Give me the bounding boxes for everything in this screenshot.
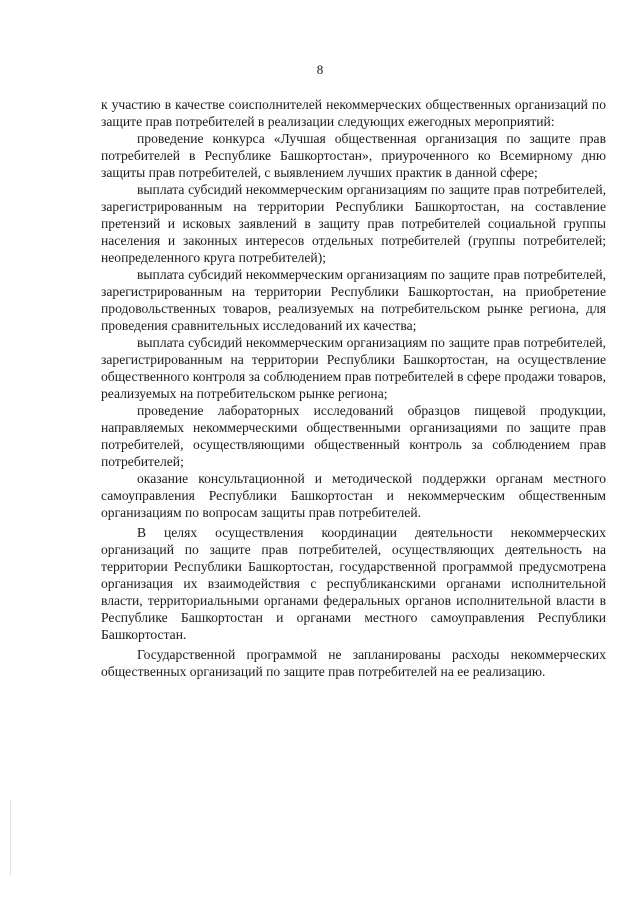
paragraph-expenses: Государственной программой не запланированы расходы некоммерческих общественных организаций по защите прав потребителей на ее реализацию. <box>101 647 606 679</box>
paragraph-intro: к участию в качестве соисполнителей некоммерческих общественных организаций по защите прав потребителей в реализации следующих ежегодных мероприятий: <box>101 97 606 129</box>
paragraph-subsidy-goods: выплата субсидий некоммерческим организациям по защите прав потребителей, зарегистрированным на территории Республики Башкортостан, на приобретение продовольственных товаров, реализуемых на потребительском рынке региона, для проведения сравнительных исследований их качества; <box>101 267 606 333</box>
scan-margin-mark <box>10 800 13 875</box>
paragraph-consulting: оказание консультационной и методической поддержки органам местного самоуправления Республики Башкортостан и некоммерческим общественным организациям по вопросам защиты прав потребителей. <box>101 471 606 520</box>
document-body <box>101 96 606 680</box>
paragraph-lab-research: проведение лабораторных исследований образцов пищевой продукции, направляемых некоммерческими общественными организациями по защите прав потребителей, осуществляющими общественный контроль за соблюдением прав потребителей; <box>101 403 606 469</box>
paragraph-coordination: В целях осуществления координации деятельности некоммерческих организаций по защите прав потребителей, осуществляющих деятельность на территории Республики Башкортостан, государственной программой предусмотрена организация их взаимодействия с республиканскими органами исполнительной власти, территориальными органами федеральных органов исполнительной власти в Республике Башкортостан и органами местного самоуправления Республики Башкортостан. <box>101 525 606 642</box>
paragraph-subsidy-claims: выплата субсидий некоммерческим организациям по защите прав потребителей, зарегистрированным на территории Республики Башкортостан, на составление претензий и исковых заявлений в защиту прав потребителей социальной группы населения и законных интересов отдельных потребителей (группы потребителей; неопределенного круга потребителей); <box>101 182 606 265</box>
paragraph-subsidy-control: выплата субсидий некоммерческим организациям по защите прав потребителей, зарегистрированным на территории Республики Башкортостан, на осуществление общественного контроля за соблюдением прав потребителей в сфере продажи товаров, реализуемых на потребительском рынке региона; <box>101 335 606 401</box>
page-number: 8 <box>316 62 324 77</box>
paragraph-contest: проведение конкурса «Лучшая общественная организация по защите прав потребителей в Республике Башкортостан», приуроченного ко Всемирному дню защиты прав потребителей, с выявлением лучших практик в данной сфере; <box>101 131 606 180</box>
